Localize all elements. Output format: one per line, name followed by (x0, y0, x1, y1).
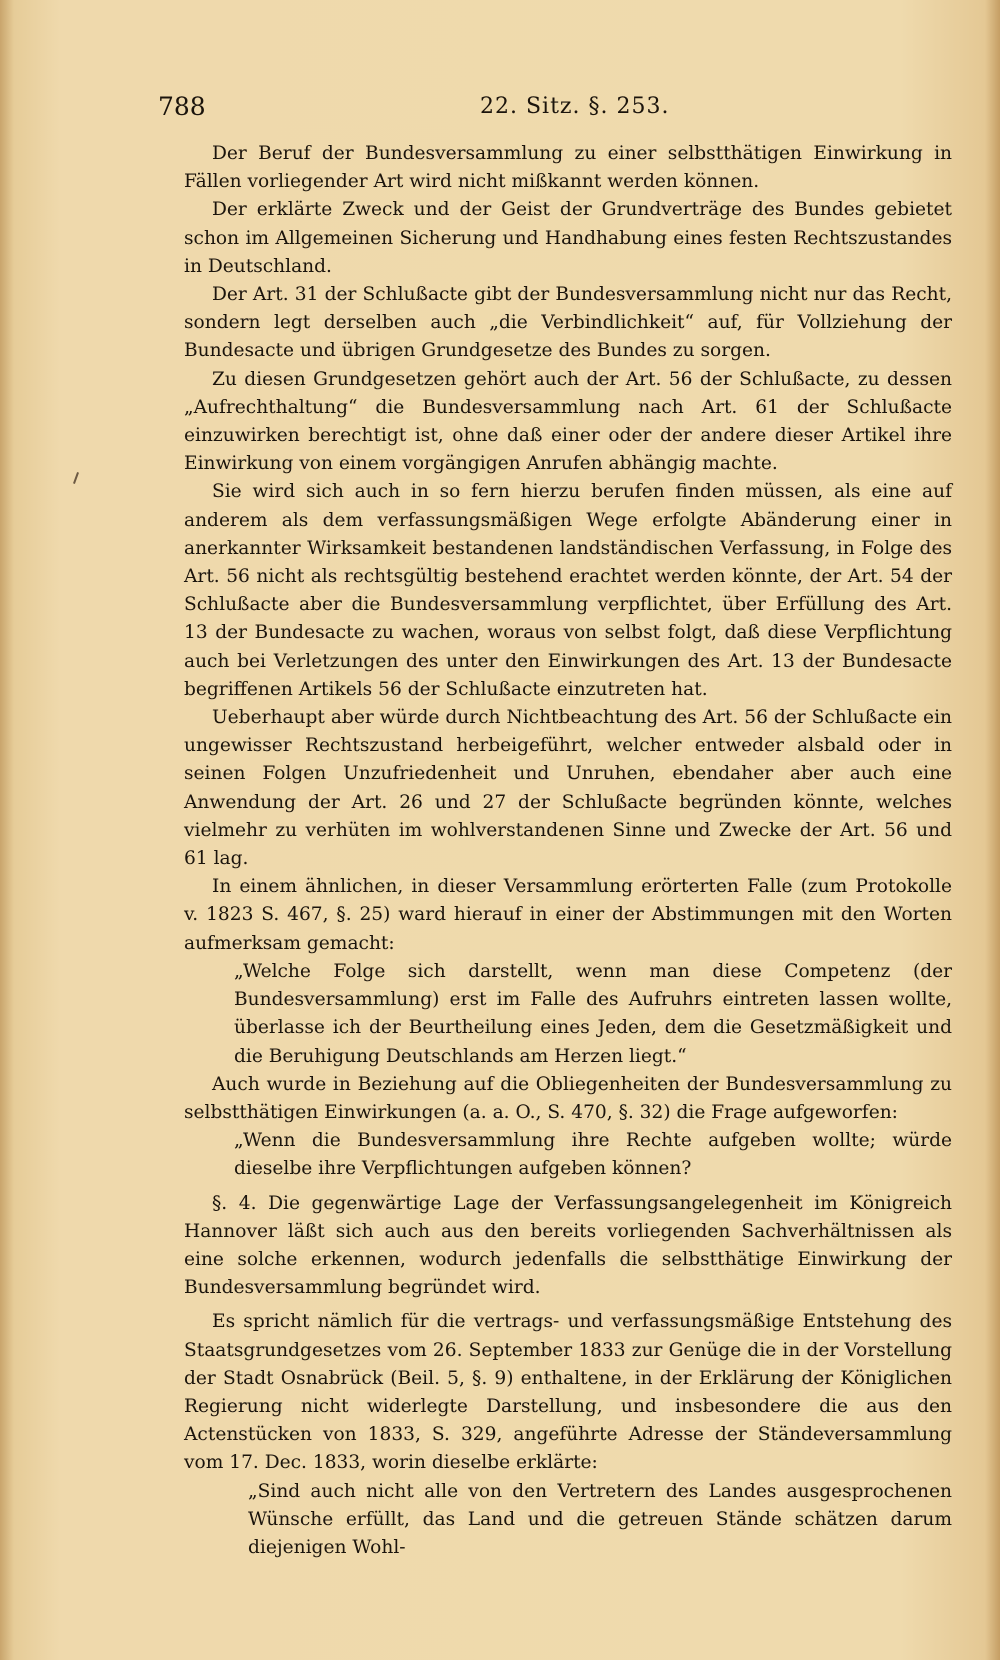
paragraph: In einem ähnlichen, in dieser Versammlung erörterten Falle (zum Protokolle v. 1823 S. 467, §. 25) ward hierauf in einer der Abstimmungen mit den Worten aufmerksam gemacht: (184, 876, 952, 954)
block-quote: „Welche Folge sich darstellt, wenn man diese Competenz (der Bundesversammlung) erst im Falle des Aufruhrs eintreten lassen wollte, überlasse ich der Beurtheilung eines Jeden, dem die Gesetzmäßigkeit und die Beruhigung Deutschlands am Herzen liegt.“ (234, 960, 952, 1067)
margin-mark (73, 472, 79, 484)
paragraph: Der Art. 31 der Schlußacte gibt der Bundesversammlung nicht nur das Recht, sondern legt derselben auch „die Verbindlichkeit“ auf, für Vollziehung der Bundesacte und übrigen Grundgesetze des Bundes zu sorgen. (184, 284, 952, 362)
page-number: 788 (158, 92, 206, 121)
section-paragraph: §. 4. Die gegenwärtige Lage der Verfassungsangelegenheit im Königreich Hannover läßt sich auch aus den bereits vorliegenden Sachverhältnissen als eine solche erkennen, wodurch jedenfalls die selbstthätige Einwirkung der Bundesversammlung begründet wird. (184, 1192, 952, 1299)
paragraph: Der Beruf der Bundesversammlung zu einer selbstthätigen Einwirkung in Fällen vorliegender Art wird nicht mißkannt werden können. (184, 143, 952, 193)
paragraph: Auch wurde in Beziehung auf die Obliegenheiten der Bundesversammlung zu selbstthätigen Einwirkungen (a. a. O., S. 470, §. 32) die Frage aufgeworfen: (184, 1073, 952, 1123)
block-quote: „Sind auch nicht alle von den Vertretern des Landes ausgesprochenen Wünsche erfüllt, das Land und die getreuen Stände schätzen darum diejenigen Wohl- (248, 1480, 952, 1558)
paragraph: Ueberhaupt aber würde durch Nichtbeachtung des Art. 56 der Schlußacte ein ungewisser Rechtszustand herbeigeführt, welcher entweder alsbald oder in seinen Folgen Unzufriedenheit und Unruhen, ebendaher aber auch eine Anwendung der Art. 26 und 27 der Schlußacte begründen könnte, welches vielmehr zu verhüten im wohlverstandenen Sinne und Zwecke der Art. 56 und 61 lag. (184, 707, 952, 870)
running-head: 22. Sitz. §. 253. (480, 94, 670, 119)
paragraph: Der erklärte Zweck und der Geist der Grundverträge des Bundes gebietet schon im Allgemeinen Sicherung und Handhabung eines festen Rechtszustandes in Deutschland. (184, 199, 952, 277)
block-quote: „Wenn die Bundesversammlung ihre Rechte aufgeben wollte; würde dieselbe ihre Verpflichtungen aufgeben können? (234, 1130, 952, 1180)
paragraph: Zu diesen Grundgesetzen gehört auch der Art. 56 der Schlußacte, zu dessen „Aufrechthaltung“ die Bundesversammlung nach Art. 61 der Schlußacte einzuwirken berechtigt ist, ohne daß einer oder der andere dieser Artikel ihre Einwirkung von einem vorgängigen Anrufen abhängig machte. (184, 368, 952, 475)
page-header (158, 92, 898, 126)
body-text (184, 140, 952, 1562)
paragraph: Es spricht nämlich für die vertrags- und verfassungsmäßige Entstehung des Staatsgrundgesetzes vom 26. September 1833 zur Genüge die in der Vorstellung der Stadt Osnabrück (Beil. 5, §. 9) enthaltene, in der Erklärung der Königlichen Regierung nicht widerlegte Darstellung, und insbesondere die aus den Actenstücken von 1833, S. 329, angeführte Adresse der Ständeversammlung vom 17. Dec. 1833, worin dieselbe erklärte: (184, 1311, 952, 1474)
paragraph: Sie wird sich auch in so fern hierzu berufen finden müssen, als eine auf anderem als dem verfassungsmäßigen Wege erfolgte Abänderung einer in anerkannter Wirksamkeit bestandenen landständischen Verfassung, in Folge des Art. 56 nicht als rechtsgültig bestehend erachtet werden könnte, der Art. 54 der Schlußacte aber die Bundesversammlung verpflichtet, über Erfüllung des Art. 13 der Bundesacte zu wachen, woraus von selbst folgt, daß diese Verpflichtung auch bei Verletzungen des unter den Einwirkungen des Art. 13 der Bundesacte begriffenen Artikels 56 der Schlußacte einzutreten hat. (184, 481, 952, 700)
